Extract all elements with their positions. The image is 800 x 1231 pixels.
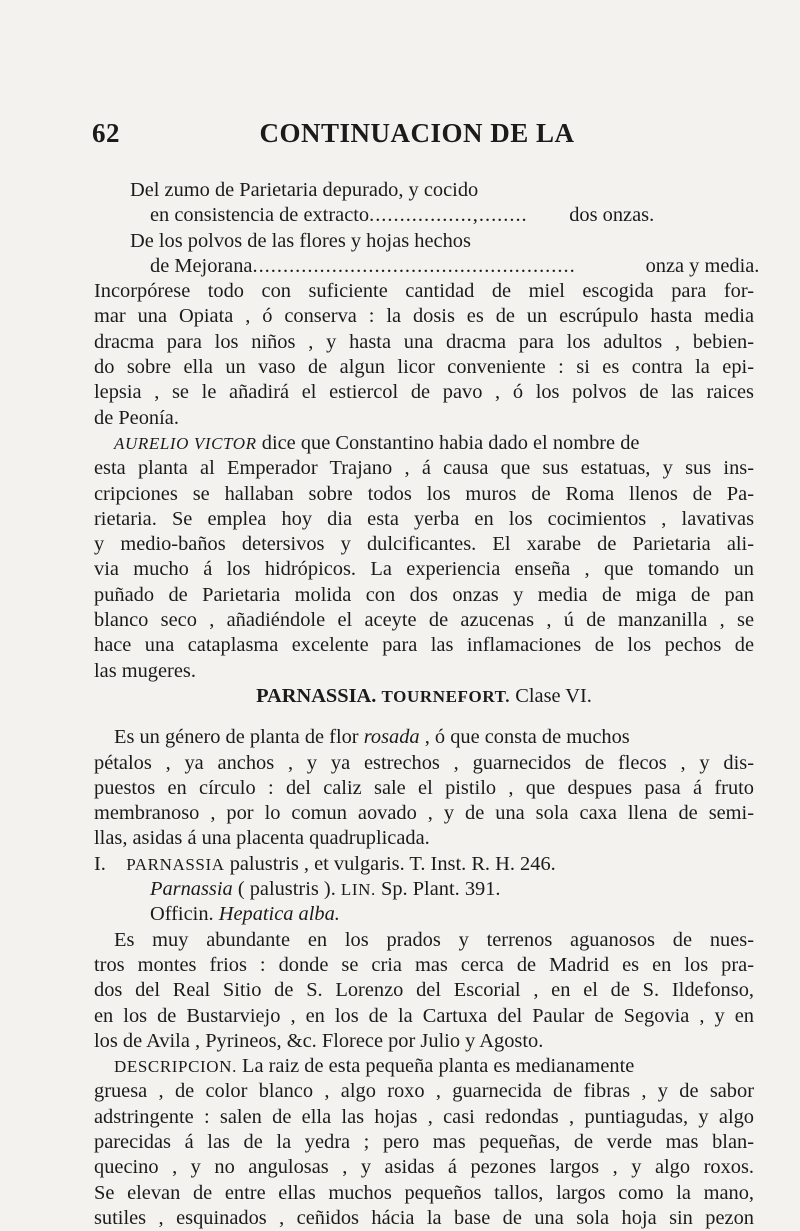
species-line-3 bbox=[94, 902, 754, 927]
text-line: Incorpórese todo con suficiente cantidad de miel escogida para for- bbox=[94, 280, 754, 303]
paragraph-genus bbox=[94, 725, 754, 851]
text-line: esta planta al Emperador Trajano , á causa que sus estatuas, y sus ins- bbox=[94, 457, 754, 480]
recipe-item-1-line-2 bbox=[94, 203, 754, 228]
text-span: ( palustris ). bbox=[232, 878, 341, 901]
recipe-item-2-line-2 bbox=[94, 254, 760, 279]
text-line bbox=[94, 725, 754, 750]
paragraph-history bbox=[94, 431, 754, 684]
text-span: Es un género de planta de flor bbox=[114, 726, 364, 749]
text-line: parecidas á las de la yedra ; pero mas pequeñas, de verde mas blan- bbox=[94, 1130, 754, 1153]
text-span-italic: Parnassia bbox=[150, 878, 233, 901]
text-span: Officin. bbox=[150, 903, 219, 926]
text-line: puestos en círculo : del caliz sale el pistilo , que despues pasa á fruto bbox=[94, 776, 754, 799]
text-line: las mugeres. bbox=[94, 659, 196, 682]
description-label: DESCRIPCION. bbox=[114, 1057, 237, 1077]
text-line: cripciones se hallaban sobre todos los muros de Roma llenos de Pa- bbox=[94, 482, 754, 505]
leader-dots: ..................................................... bbox=[252, 254, 576, 277]
text-span: Sp. Plant. 391. bbox=[375, 878, 501, 901]
paragraph-habitat bbox=[94, 928, 754, 1054]
species-line-1 bbox=[94, 852, 754, 877]
recipe-item-1-quantity: dos onzas. bbox=[569, 204, 655, 227]
text-line: via mucho á los hidrópicos. La experiencia enseña , que tomando un bbox=[94, 558, 754, 581]
text-span: palustris , et vulgaris. T. Inst. R. H. 246. bbox=[224, 852, 556, 875]
text-line: tros montes frios : donde se cria mas cerca de Madrid es en los pra- bbox=[94, 953, 754, 976]
text-line: mar una Opiata , ó conserva : la dosis es de un escrúpulo hasta media bbox=[94, 305, 754, 328]
section-heading bbox=[94, 684, 754, 709]
text-span: dice que Constantino habia dado el nombre de bbox=[256, 431, 640, 454]
text-span-smallcaps: LIN. bbox=[340, 880, 376, 900]
text-span-italic: rosada bbox=[363, 726, 420, 749]
page-number: 62 bbox=[92, 118, 120, 148]
leader-dots: .................,........ bbox=[369, 204, 528, 227]
text-line: quecino , y no angulosas , y asidas á pezones largos , y algo roxos. bbox=[94, 1156, 754, 1179]
text-line: puñado de Parietaria molida con dos onzas y media de miga de pan bbox=[94, 583, 754, 606]
recipe-item-1-text: en consistencia de extracto bbox=[150, 204, 370, 227]
heading-author: TOURNEFORT. bbox=[381, 686, 511, 706]
text-line: rietaria. Se emplea hoy dia esta yerba en los cocimientos , lavativas bbox=[94, 507, 754, 530]
text-line: sutiles , esquinados , ceñidos hácia la base de una sola hoja sin pezon bbox=[94, 1206, 754, 1229]
text-line: pétalos , ya anchos , y ya estrechos , guarnecidos de flecos , y dis- bbox=[94, 751, 754, 774]
text-line: do sobre ella un vaso de algun licor conveniente : si es contra la epi- bbox=[94, 356, 754, 379]
text-line: de Peonía. bbox=[94, 406, 179, 429]
running-title: CONTINUACION DE LA bbox=[259, 118, 575, 148]
text-line: dos del Real Sitio de S. Lorenzo del Escorial , en el de S. Ildefonso, bbox=[94, 979, 754, 1002]
text-line: dracma para los niños , y hasta una dracma para los adultos , bebien- bbox=[94, 330, 754, 353]
text-line: en los de Bustarviejo , en los de la Cartuxa del Paular de Segovia , y en bbox=[94, 1004, 754, 1027]
page-header bbox=[92, 118, 742, 158]
paragraph-description bbox=[94, 1054, 754, 1231]
text-line: y medio-baños detersivos y dulcificantes. El xarabe de Parietaria ali- bbox=[94, 533, 754, 556]
species-line-2 bbox=[94, 877, 754, 902]
recipe-item-1-line-1: Del zumo de Parietaria depurado, y cocido bbox=[130, 179, 479, 201]
recipe-list bbox=[94, 178, 760, 279]
species-number: I. bbox=[94, 852, 106, 875]
author-name: AURELIO VICTOR bbox=[114, 433, 257, 453]
text-line: lepsia , se le añadirá el estiercol de pavo , ó los polvos de las raices bbox=[94, 381, 754, 404]
heading-class: Clase VI. bbox=[515, 684, 592, 707]
recipe-item-2-text: de Mejorana bbox=[150, 254, 253, 277]
text-span: , ó que consta de muchos bbox=[419, 726, 630, 749]
paragraph-dosage bbox=[94, 279, 754, 431]
text-line: los de Avila , Pyrineos, &c. Florece por Julio y Agosto. bbox=[94, 1029, 544, 1052]
text-line: Es muy abundante en los prados y terrenos aguanosos de nues- bbox=[114, 928, 754, 951]
text-line: llas, asidas á una placenta quadruplicada. bbox=[94, 827, 430, 850]
text-line: membranoso , por lo comun aovado , y de una sola caxa llena de semi- bbox=[94, 802, 754, 825]
text-span: La raiz de esta pequeña planta es medianamente bbox=[236, 1055, 635, 1078]
text-line: hace una cataplasma excelente para las inflamaciones de los pechos de bbox=[94, 634, 754, 657]
text-span-italic: Hepatica alba. bbox=[218, 903, 340, 926]
text-line: Se elevan de entre ellas muchos pequeños tallos, largos como la mano, bbox=[94, 1181, 754, 1204]
recipe-item-2-quantity: onza y media. bbox=[645, 254, 760, 277]
species-genus: PARNASSIA bbox=[126, 854, 225, 874]
text-line: gruesa , de color blanco , algo roxo , guarnecida de fibras , y de sabor bbox=[94, 1080, 754, 1103]
text-line: adstringente : salen de ella las hojas , casi redondas , puntiagudas, y algo bbox=[94, 1105, 754, 1128]
recipe-item-2-line-1: De los polvos de las flores y hojas hechos bbox=[130, 229, 471, 252]
genus-name: PARNASSIA. bbox=[256, 684, 377, 707]
spacer bbox=[94, 709, 754, 725]
text-line: blanco seco , añadiéndole el aceyte de azucenas , ú de manzanilla , se bbox=[94, 609, 754, 632]
text-line bbox=[94, 1054, 754, 1079]
species-entry bbox=[94, 852, 754, 928]
body-text bbox=[94, 178, 760, 1231]
text-line bbox=[94, 431, 754, 456]
